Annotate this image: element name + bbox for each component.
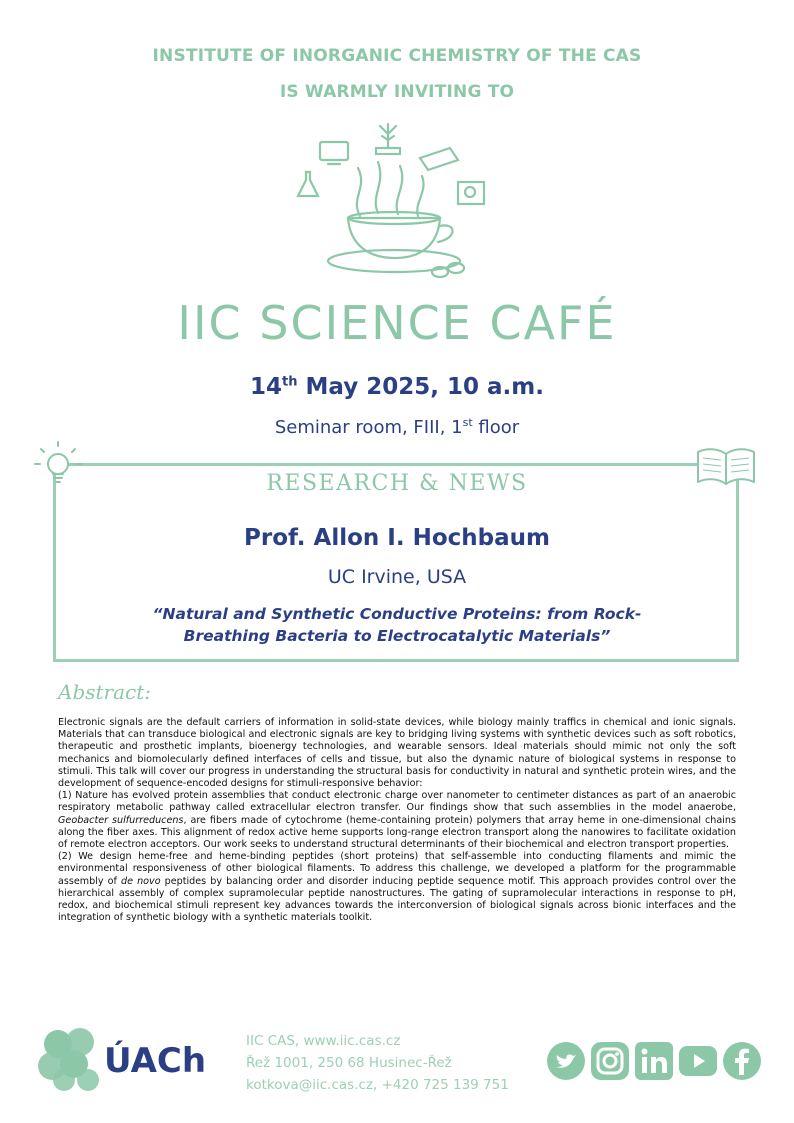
date-day: 14: [250, 374, 283, 400]
institute-logo: [36, 1022, 218, 1094]
section-heading: RESEARCH & NEWS: [266, 471, 528, 496]
room-end: floor: [472, 417, 520, 438]
abstract-paragraph-3: (2) We design heme-free and heme-binding peptides (short proteins) that self-assemble into conducting filaments and mimic the environmental responsiveness of other biological filaments. To address this challenge, we developed a platform for the programmable assembly of de novo peptides by balancing order and disorder inducing peptide sequence motif. This approach provides control over the hierarchical assembly of complex supramolecular peptide nanostructures. The gating of supramolecular interactions in response to pH, redox, and biochemical stimuli represent key advances towards the interconversion of biological signals across bionic interfaces and the integration of synthetic biology with a synthetic materials toolkit.: [58, 851, 737, 924]
contact-block: [246, 1030, 509, 1096]
speaker-affiliation: UC Irvine, USA: [327, 566, 467, 588]
facebook-icon[interactable]: [722, 1041, 762, 1081]
abstract-paragraph-2: (1) Nature has evolved protein assemblies that conduct electronic charge over nanometer to centimeter distances as part of an anaerobic respiratory metabolic pathway called extracellular electron transfer. Our findings show that such assemblies in the model anaerobe, Geobacter sulfurreducens, are fibers made of cytochrome (heme-containing protein) polymers that array heme in one-dimensional chains along the fiber axes. This alignment of redox active heme supports long-range electron transport along the nanowires to facilitate oxidation of remote electron acceptors. Our work seeks to understand structural determinants of their biochemical and electron transport properties.: [58, 790, 736, 851]
contact-website[interactable]: IIC CAS, www.iic.cas.cz: [246, 1033, 401, 1049]
header-line-1: INSTITUTE OF INORGANIC CHEMISTRY OF THE CAS: [152, 46, 642, 66]
abstract-heading: Abstract:: [58, 680, 152, 704]
header-line-2: IS WARMLY INVITING TO: [279, 82, 515, 102]
date-rest: May 2025, 10 a.m.: [297, 374, 544, 400]
contact-address: Řež 1001, 250 68 Husinec-Řež: [246, 1055, 452, 1071]
abstract-text: [58, 717, 736, 924]
event-room: [0, 416, 794, 438]
speaker-name: Prof. Allon I. Hochbaum: [244, 525, 550, 551]
youtube-icon[interactable]: [678, 1041, 718, 1081]
event-date: [0, 374, 794, 400]
twitter-icon[interactable]: [546, 1041, 586, 1081]
room-main: Seminar room, FIII, 1: [274, 417, 463, 438]
instagram-icon[interactable]: [590, 1041, 630, 1081]
event-title: IIC SCIENCE CAFÉ: [177, 296, 617, 350]
room-sup: st: [462, 416, 473, 429]
abstract-paragraph-1: Electronic signals are the default carriers of information in solid-state devices, while biology mainly traffics in chemical and ionic signals. Materials that can transduce biological and electronic signals are key to bridging living systems with synthetic devices such as soft robotics, therapeutic and prosthetic implants, bioenergy technologies, and wearable sensors. Ideal materials should mimic not only the soft mechanics and biomolecularly defined interfaces of cells and tissue, but also the dynamic nature of biological systems in response to stimuli. This talk will cover our progress in understanding the structural basis for conductivity in natural and synthetic protein wires, and the development of sequence-encoded designs for stimuli-responsive behavior:: [58, 717, 736, 790]
contact-email-phone[interactable]: kotkova@iic.cas.cz, +420 725 139 751: [246, 1077, 509, 1093]
date-suffix: th: [282, 374, 298, 390]
coffee-cup-illustration-icon: [290, 118, 500, 278]
talk-title: “Natural and Synthetic Conductive Proteins: from Rock-Breathing Bacteria to Electrocatalytic Materials”: [152, 605, 642, 645]
linkedin-icon[interactable]: [634, 1041, 674, 1081]
svg-text:ÚACh: ÚACh: [104, 1041, 207, 1081]
